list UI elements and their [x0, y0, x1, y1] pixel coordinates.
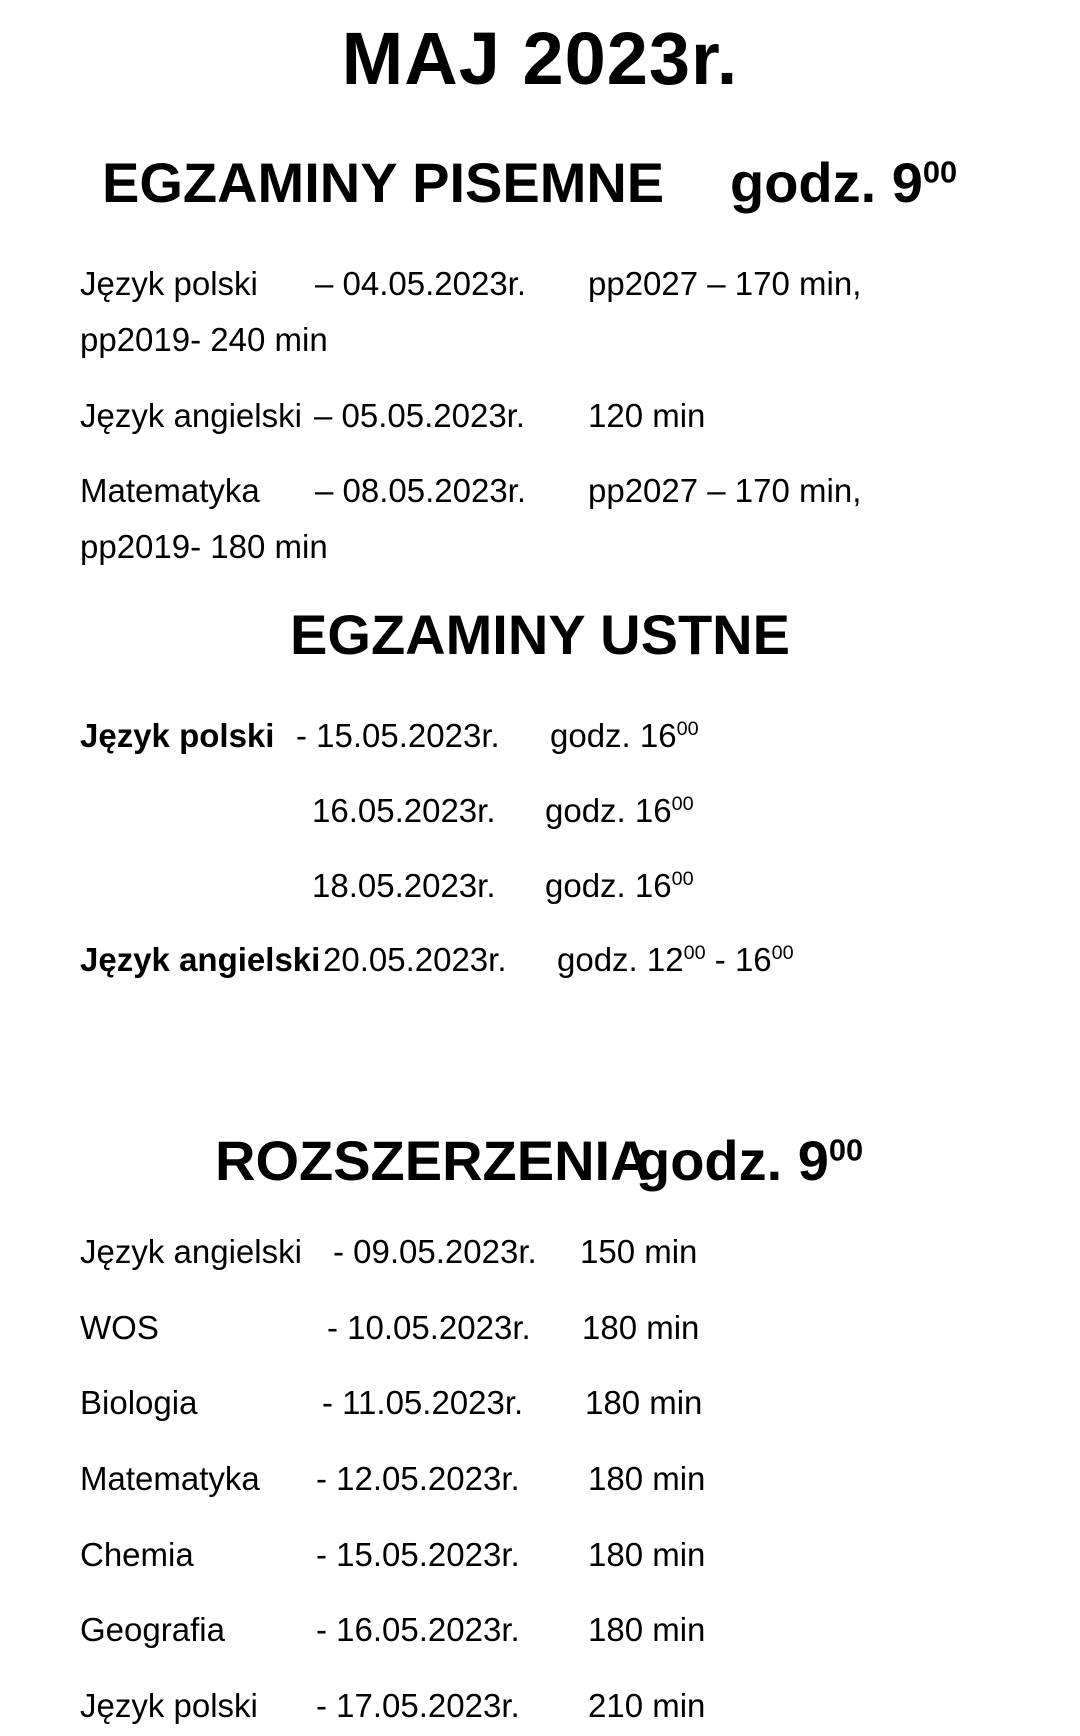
- extended-info-1: 150 min: [580, 1233, 698, 1270]
- extended-date-1: - 09.05.2023r.: [333, 1233, 537, 1270]
- oral-polish-date-2: 16.05.2023r.: [312, 792, 496, 829]
- oral-polish-time-2: godz. $16^{00}$: [545, 792, 694, 829]
- written-info2-3: pp2019- 180 min: [80, 528, 328, 565]
- oral-heading: EGZAMINY USTNE: [290, 603, 790, 666]
- extended-info-5: 180 min: [588, 1536, 706, 1573]
- oral-polish-date-1: - 15.05.2023r.: [296, 717, 500, 754]
- written-date-1: – 04.05.2023r.: [315, 265, 527, 302]
- oral-english-time: godz. $12^{00} - 16^{00}$: [557, 941, 794, 978]
- written-heading: EGZAMINY PISEMNE: [102, 151, 665, 214]
- extended-date-6: - 16.05.2023r.: [316, 1611, 520, 1648]
- extended-info-3: 180 min: [585, 1384, 703, 1421]
- written-subject-3: Matematyka: [80, 472, 260, 509]
- written-subject-1: Język polski: [80, 265, 258, 302]
- oral-polish-date-3: 18.05.2023r.: [312, 867, 496, 904]
- written-info-3: pp2027 – 170 min,: [588, 472, 862, 509]
- extended-subject-7: Język polski: [80, 1687, 258, 1724]
- extended-heading: ROZSZERZENIA: [215, 1129, 651, 1192]
- written-date-3: – 08.05.2023r.: [315, 472, 527, 509]
- oral-polish-time-1: godz. $16^{00}$: [550, 717, 699, 754]
- extended-date-7: - 17.05.2023r.: [316, 1687, 520, 1724]
- page-title: MAJ 2023r.: [341, 17, 739, 100]
- extended-info-4: 180 min: [588, 1460, 706, 1497]
- written-info-1: pp2027 – 170 min,: [588, 265, 862, 302]
- oral-polish-time-3: godz. $16^{00}$: [545, 867, 694, 904]
- extended-subject-1: Język angielski: [80, 1233, 302, 1270]
- oral-english-date: 20.05.2023r.: [323, 941, 507, 978]
- oral-polish-subject: Język polski: [80, 717, 275, 754]
- extended-subject-2: WOS: [80, 1309, 159, 1346]
- extended-info-6: 180 min: [588, 1611, 706, 1648]
- extended-date-2: - 10.05.2023r.: [327, 1309, 531, 1346]
- written-time: godz. $9^{00}$: [730, 151, 958, 214]
- extended-date-3: - 11.05.2023r.: [322, 1384, 524, 1421]
- written-subject-2: Język angielski: [80, 397, 302, 434]
- extended-subject-4: Matematyka: [80, 1460, 260, 1497]
- extended-date-5: - 15.05.2023r.: [316, 1536, 520, 1573]
- extended-time: godz. $9^{00}$: [636, 1129, 864, 1192]
- extended-subject-3: Biologia: [80, 1384, 198, 1421]
- extended-info-2: 180 min: [582, 1309, 700, 1346]
- oral-english-subject: Język angielski: [80, 941, 321, 978]
- written-info2-1: pp2019- 240 min: [80, 321, 328, 358]
- written-info-2: 120 min: [588, 397, 706, 434]
- extended-subject-5: Chemia: [80, 1536, 194, 1573]
- extended-date-4: - 12.05.2023r.: [316, 1460, 520, 1497]
- written-date-2: – 05.05.2023r.: [314, 397, 526, 434]
- extended-subject-6: Geografia: [80, 1611, 225, 1648]
- extended-info-7: 210 min: [588, 1687, 706, 1724]
